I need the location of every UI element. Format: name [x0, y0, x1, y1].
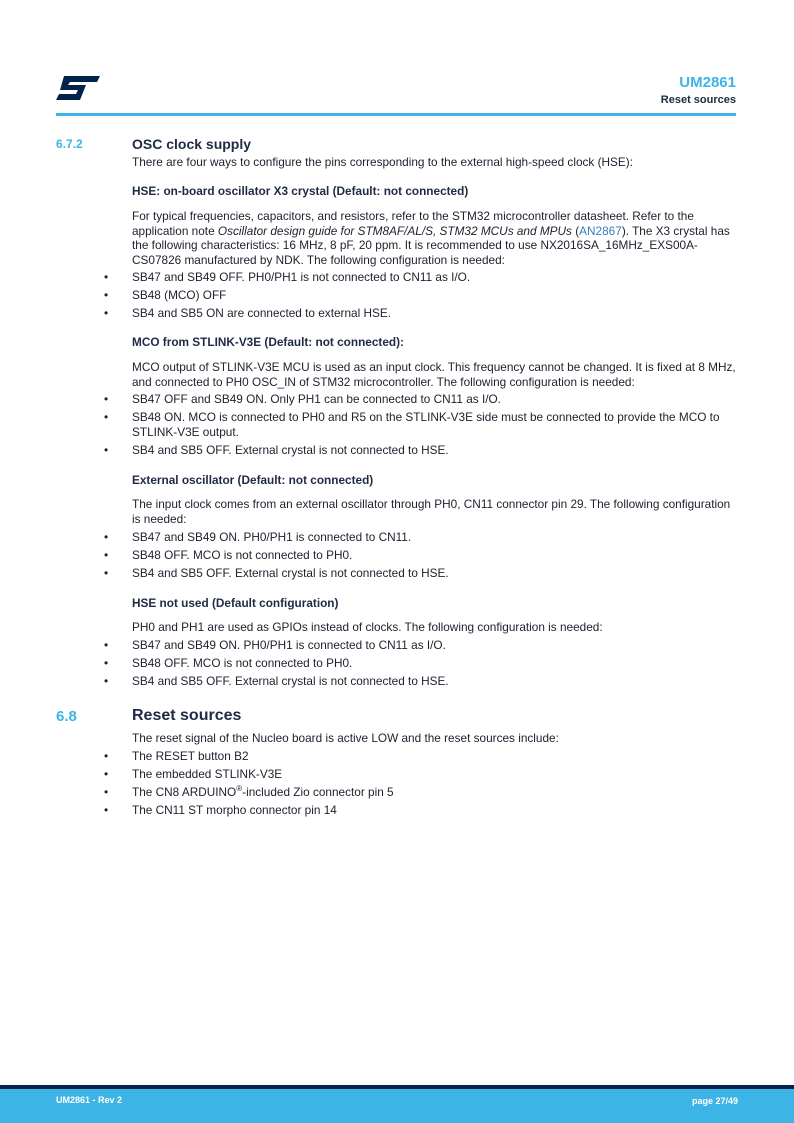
list-item: • SB47 OFF and SB49 ON. Only PH1 can be connected to CN11 as I/O.: [104, 392, 736, 407]
list-item: • SB48 OFF. MCO is not connected to PH0.: [104, 656, 736, 671]
hse-bullets: [132, 270, 736, 321]
not-used-paragraph: PH0 and PH1 are used as GPIOs instead of clocks. The following configuration is needed:: [132, 620, 603, 634]
subheading-mco: MCO from STLINK-V3E (Default: not connected):: [132, 335, 404, 349]
section-title: Reset sources: [132, 707, 242, 724]
hse-paragraph: For typical frequencies, capacitors, and resistors, refer to the STM32 microcontroller datasheet. Refer to the application note Oscillator design guide for STM8AF/AL/S, STM32 MCUs and MPUs (AN2867). The X3 crystal has the following characteristics: 16 MHz, 8 pF, 20 ppm. It is recommended to use NX2016SA_16MHz_EXS00A-CS07826 manufactured by NDK. The following configuration is needed:: [132, 209, 730, 267]
list-item: • SB4 and SB5 OFF. External crystal is not connected to HSE.: [104, 443, 736, 458]
list-item: • SB47 and SB49 OFF. PH0/PH1 is not connected to CN11 as I/O.: [104, 270, 736, 285]
an2867-link[interactable]: AN2867: [579, 223, 622, 238]
list-item: • The RESET button B2: [104, 749, 736, 764]
section-number: 6.8: [56, 708, 77, 725]
list-item: • SB48 OFF. MCO is not connected to PH0.: [104, 548, 736, 563]
subheading-external-oscillator: External oscillator (Default: not connected): [132, 473, 374, 487]
reset-intro: The reset signal of the Nucleo board is active LOW and the reset sources include:: [132, 731, 559, 745]
list-item: • SB4 and SB5 OFF. External crystal is not connected to HSE.: [104, 674, 736, 689]
list-item: • The CN8 ARDUINO®-included Zio connector pin 5: [104, 785, 736, 800]
document-id: UM2861: [679, 74, 736, 91]
st-logo: [56, 76, 100, 100]
list-item: • The CN11 ST morpho connector pin 14: [104, 803, 736, 818]
section-intro: There are four ways to configure the pins corresponding to the external high-speed clock (HSE):: [132, 155, 633, 169]
footer-revision: UM2861 - Rev 2: [56, 1095, 123, 1105]
list-item: • The embedded STLINK-V3E: [104, 767, 736, 782]
mco-paragraph: MCO output of STLINK-V3E MCU is used as an input clock. This frequency cannot be changed. It is fixed at 8 MHz, and connected to PH0 OSC_IN of STM32 microcontroller. The following configuration is needed:: [132, 360, 736, 389]
external-paragraph: The input clock comes from an external oscillator through PH0, CN11 connector pin 29. The following configuration is needed:: [132, 497, 731, 526]
list-item: • SB48 (MCO) OFF: [104, 288, 736, 303]
mco-bullets: [132, 392, 736, 457]
subheading-hse: HSE: on-board oscillator X3 crystal (Default: not connected): [132, 184, 469, 198]
section-number: 6.7.2: [56, 137, 83, 151]
list-item: • SB4 and SB5 ON are connected to external HSE.: [104, 306, 736, 321]
list-item: • SB47 and SB49 ON. PH0/PH1 is connected to CN11.: [104, 530, 736, 545]
not-used-bullets: [132, 638, 736, 689]
list-item: • SB4 and SB5 OFF. External crystal is not connected to HSE.: [104, 566, 736, 581]
external-bullets: [132, 530, 736, 581]
page-number: page 27/49: [691, 1096, 738, 1106]
list-item: • SB48 ON. MCO is connected to PH0 and R5 on the STLINK-V3E side must be connected to provide the MCO to STLINK-V3E output.: [104, 410, 736, 439]
running-section-title: Reset sources: [660, 94, 736, 106]
header-rule: [56, 113, 736, 116]
reset-bullets: [132, 749, 736, 818]
subheading-hse-not-used: HSE not used (Default configuration): [132, 596, 339, 610]
section-title: OSC clock supply: [132, 136, 252, 152]
list-item: • SB47 and SB49 ON. PH0/PH1 is connected to CN11 as I/O.: [104, 638, 736, 653]
